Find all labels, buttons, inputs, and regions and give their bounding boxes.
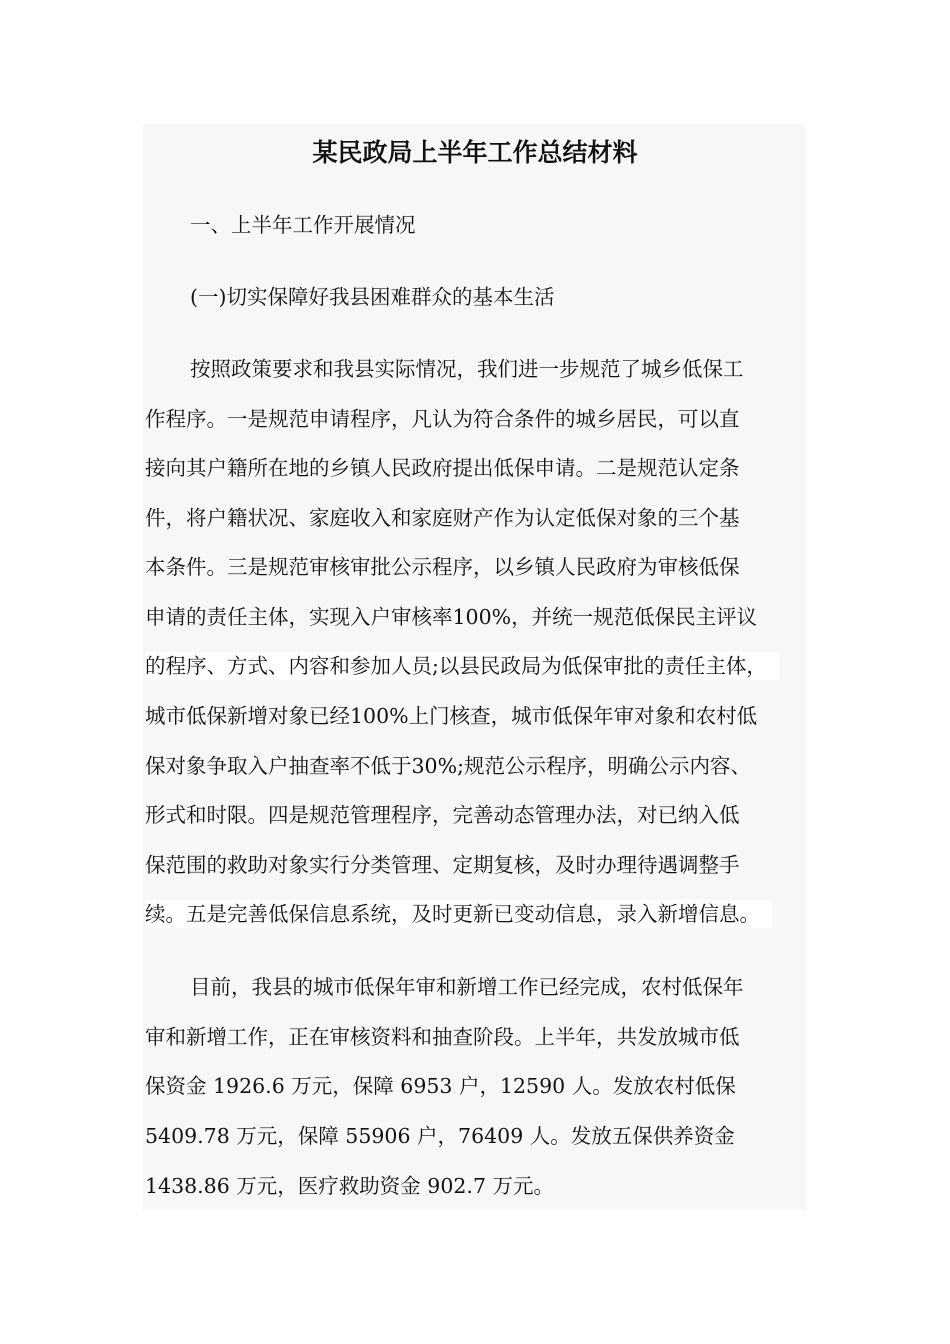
paragraph-line: 作程序。一是规范申请程序，凡认为符合条件的城乡居民，可以直 xyxy=(145,407,740,431)
paragraph-line: 形式和时限。四是规范管理程序，完善动态管理办法，对已纳入低 xyxy=(145,803,740,827)
paragraph-line: 续。五是完善低保信息系统，及时更新已变动信息，录入新增信息。 xyxy=(145,900,772,928)
paragraph-line: 接向其户籍所在地的乡镇人民政府提出低保申请。二是规范认定条 xyxy=(145,456,740,480)
paragraph-line: 的程序、方式、内容和参加人员;以县民政局为低保审批的责任主体， xyxy=(145,652,779,680)
paragraph-line: 申请的责任主体，实现入户审核率100%，并统一规范低保民主评议 xyxy=(145,605,758,629)
paragraph-line: 1438.86 万元，医疗救助资金 902.7 万元。 xyxy=(145,1174,555,1198)
paragraph-line: 保范围的救助对象实行分类管理、定期复核，及时办理待遇调整手 xyxy=(145,853,740,877)
paragraph-line: 件，将户籍状况、家庭收入和家庭财产作为认定低保对象的三个基 xyxy=(145,506,740,530)
paragraph-line: 5409.78 万元，保障 55906 户，76409 人。发放五保供养资金 xyxy=(145,1124,735,1148)
paragraph-line: 目前，我县的城市低保年审和新增工作已经完成，农村低保年 xyxy=(190,975,744,999)
section-heading: 一、上半年工作开展情况 xyxy=(190,213,416,237)
paragraph-line: 保资金 1926.6 万元，保障 6953 户，12590 人。发放农村低保 xyxy=(145,1074,736,1098)
paragraph-line: 城市低保新增对象已经100%上门核查，城市低保年审对象和农村低 xyxy=(145,704,758,728)
document-title: 某民政局上半年工作总结材料 xyxy=(312,138,638,167)
subsection-heading: (一)切实保障好我县困难群众的基本生活 xyxy=(190,285,555,309)
paragraph-line: 审和新增工作，正在审核资料和抽查阶段。上半年，共发放城市低 xyxy=(145,1025,740,1049)
paragraph-line: 本条件。三是规范审核审批公示程序，以乡镇人民政府为审核低保 xyxy=(145,555,740,579)
paragraph-line: 保对象争取入户抽查率不低于30%;规范公示程序，明确公示内容、 xyxy=(145,754,751,778)
paragraph-line: 按照政策要求和我县实际情况，我们进一步规范了城乡低保工 xyxy=(190,357,744,381)
